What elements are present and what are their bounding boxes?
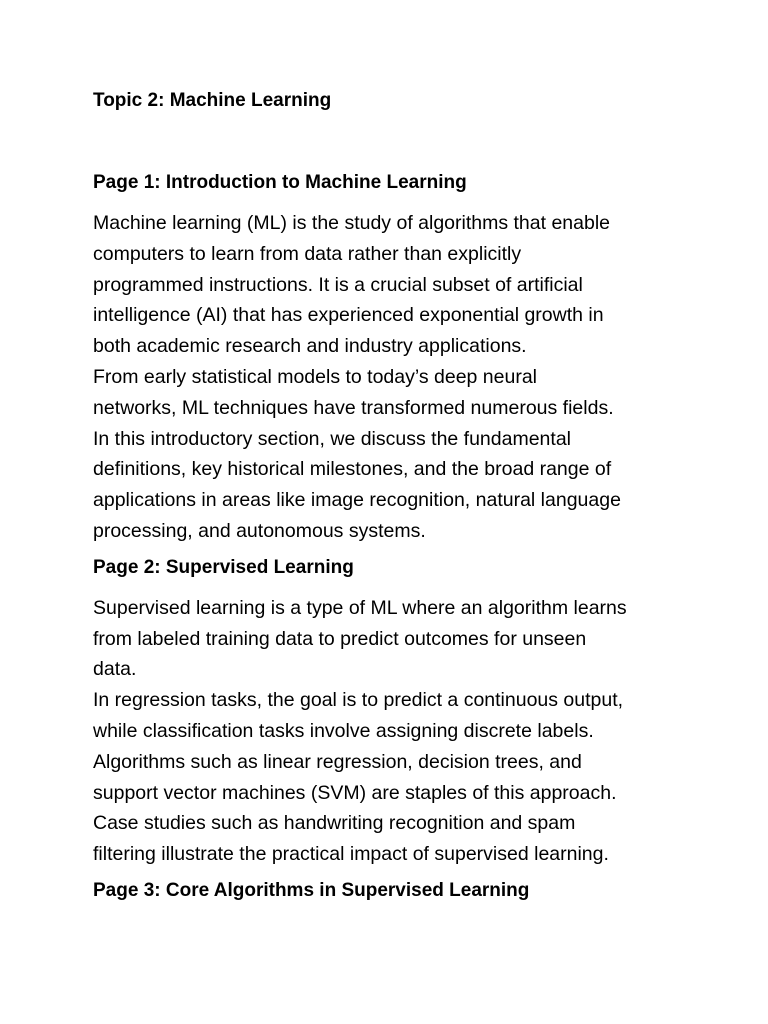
section-body-page-2: Supervised learning is a type of ML where an algorithm learns from labeled training data to predict outcomes for unseen data. In regression tasks, the goal is to predict a continuous output, while classification tasks involve assigning discrete labels. Algorithms such as linear regression, decision trees, and support vector machines (SVM) are staples of this approach. Case studies such as handwriting recognition and spam filtering illustrate the practical impact of supervised learning. (93, 596, 627, 866)
topic-title: Topic 2: Machine Learning (93, 90, 332, 111)
section-heading-page-2: Page 2: Supervised Learning (93, 556, 354, 578)
document-page (93, 88, 693, 916)
section-heading-page-3: Page 3: Core Algorithms in Supervised Learning (93, 879, 530, 901)
section-heading-page-1: Page 1: Introduction to Machine Learning (93, 172, 467, 193)
section-body-page-1: Machine learning (ML) is the study of algorithms that enable computers to learn from data rather than explicitly programmed instructions. It is a crucial subset of artificial intelligence (AI) that has experienced exponential growth in both academic research and industry applications. From early statistical models to today’s deep neural networks, ML techniques have transformed numerous fields. In this introductory section, we discuss the fundamental definitions, key historical milestones, and the broad range of applications in areas like image recognition, natural language processing, and autonomous systems. (93, 212, 621, 542)
